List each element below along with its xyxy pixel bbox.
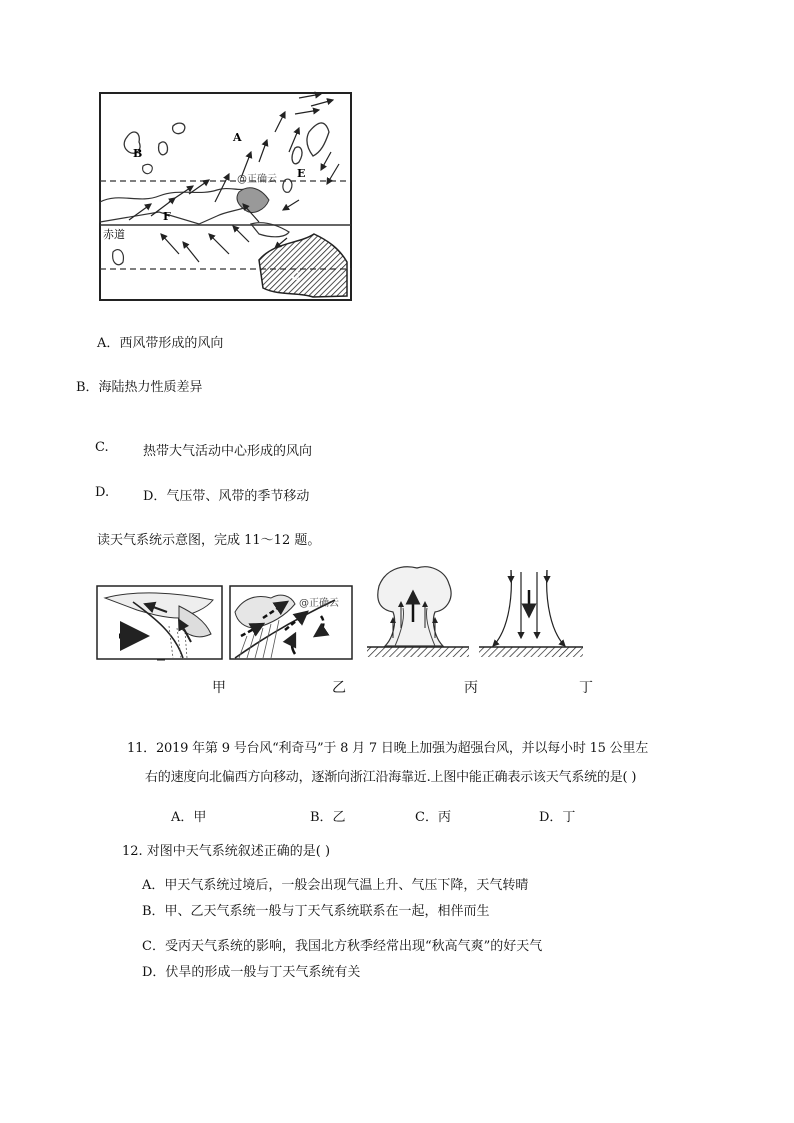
- q10-option-c-text: 热带大气活动中心形成的风向: [143, 444, 313, 459]
- diagram-ding: [479, 570, 583, 657]
- wind-map-drawing: [99, 92, 352, 301]
- q11-option-c: C．丙: [415, 810, 451, 825]
- q10-option-a: A．西风带形成的风向: [97, 336, 224, 351]
- q10-option-b: B．海陆热力性质差异: [76, 380, 203, 395]
- wind-map-figure: [99, 92, 352, 301]
- q12-option-a: A．甲天气系统过境后，一般会出现气温上升、气压下降，天气转晴: [142, 878, 529, 893]
- map-label-equator: 赤道: [103, 228, 125, 241]
- diagram-label-ding: 丁: [579, 680, 593, 696]
- map-label-a: A: [233, 131, 242, 144]
- q11-option-d: D．丁: [539, 810, 576, 825]
- map-label-b: B: [133, 147, 143, 160]
- diagram-label-jia: 甲: [212, 680, 226, 696]
- diagram-watermark: @正确云: [299, 598, 339, 609]
- weather-systems-figure: [95, 562, 595, 662]
- map-watermark: @正确云: [237, 174, 277, 185]
- diagram-label-bing: 丙: [464, 680, 478, 696]
- q11-option-a: A．甲: [171, 810, 207, 825]
- q10-option-d-letter: D.: [95, 485, 110, 500]
- q11-option-b: B．乙: [310, 810, 346, 825]
- diagram-bing: [367, 567, 469, 657]
- q12-stem: 12. 对图中天气系统叙述正确的是( ): [122, 844, 331, 859]
- q12-option-d: D．伏旱的形成一般与丁天气系统有关: [142, 965, 361, 980]
- diagram-jia: [97, 586, 222, 660]
- map-label-f: F: [163, 210, 171, 223]
- q11-stem-line2: 右的速度向北偏西方向移动，逐渐向浙江沿海靠近.上图中能正确表示该天气系统的是( ): [145, 770, 637, 785]
- diagram-yi: [230, 586, 352, 659]
- intro-text: 读天气系统示意图，完成 11～12 题。: [97, 533, 321, 548]
- weather-systems-drawing: [95, 562, 595, 662]
- q12-option-b: B．甲、乙天气系统一般与丁天气系统联系在一起，相伴而生: [142, 904, 490, 919]
- q12-option-c: C．受丙天气系统的影响，我国北方秋季经常出现“秋高气爽”的好天气: [142, 939, 543, 954]
- q11-stem-line1: 11．2019 年第 9 号台风“利奇马”于 8 月 7 日晚上加强为超强台风，并以每小时 15 公里左: [127, 741, 649, 756]
- q10-option-c-letter: C.: [95, 440, 109, 455]
- map-label-c: C: [291, 270, 300, 283]
- diagram-label-yi: 乙: [332, 680, 346, 696]
- map-label-e: E: [297, 167, 306, 180]
- q10-option-d-text: D．气压带、风带的季节移动: [143, 489, 310, 504]
